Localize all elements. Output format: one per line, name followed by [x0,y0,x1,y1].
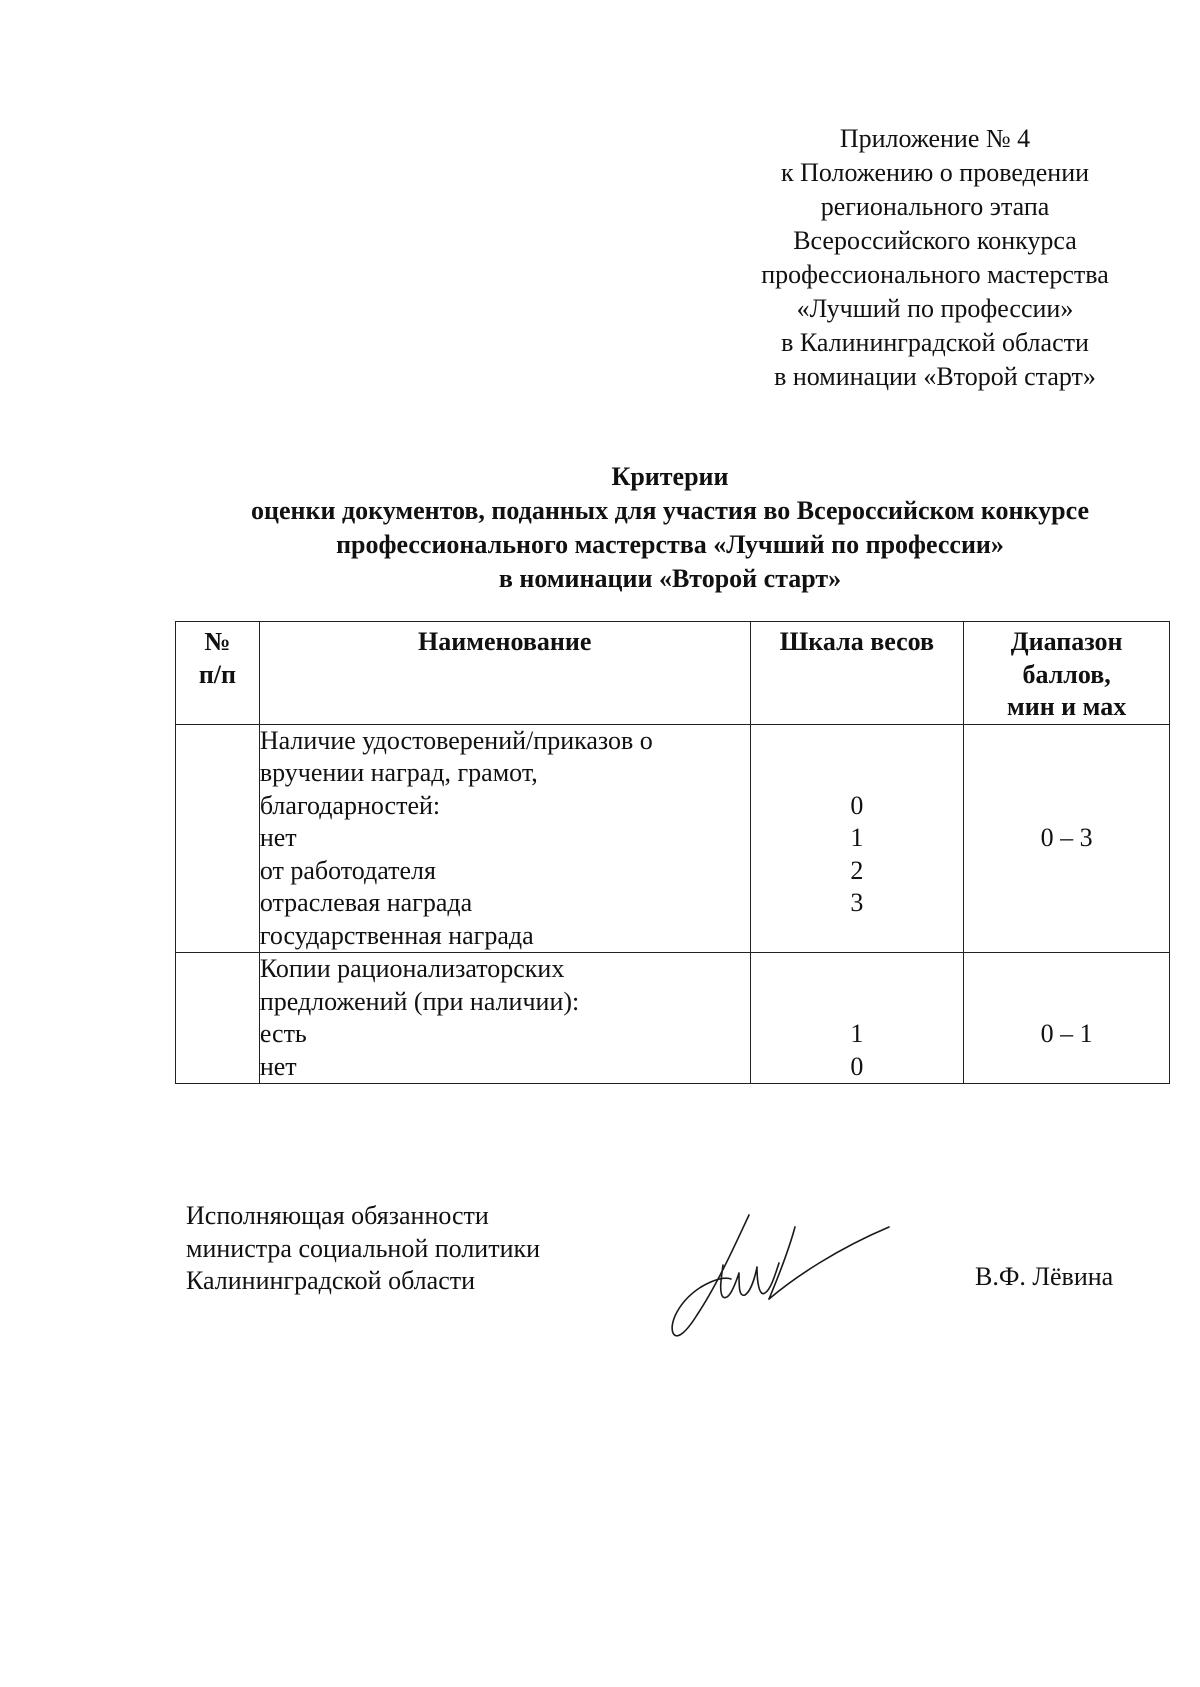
appendix-line: Всероссийского конкурса [793,226,1077,255]
title-line: оценки документов, поданных для участия во Всероссийском конкурсе [251,496,1089,525]
header-num: № п/п [176,622,260,725]
appendix-line: регионального этапа [820,192,1050,221]
document-title [160,460,1180,596]
row-weights: 0 1 2 3 [750,724,964,953]
row-range: 0 – 3 [964,724,1170,953]
table-header-row [176,622,1170,725]
header-name: Наименование [259,622,750,725]
title-line: профессионального мастерства «Лучший по профессии» [336,530,1004,559]
handwritten-signature-icon [665,1205,895,1345]
table-row [176,724,1170,953]
appendix-line: в номинации «Второй старт» [774,362,1096,391]
signatory-position: Исполняющая обязанности министра социальной политики Калининградской области [186,1201,541,1295]
signer-name: В.Ф. Лёвина [975,1262,1114,1291]
row-num [176,724,260,953]
appendix-header [700,122,1170,394]
appendix-line: в Калининградской области [781,328,1089,357]
appendix-line: к Положению о проведении [780,158,1090,187]
title-line: в номинации «Второй старт» [498,564,842,593]
row-weights: 1 0 [750,953,964,1084]
appendix-line: «Лучший по профессии» [796,294,1074,323]
row-name: Копии рационализаторских предложений (при наличии): есть нет [259,953,750,1084]
row-range: 0 – 1 [964,953,1170,1084]
row-name: Наличие удостоверений/приказов о вручении наград, грамот, благодарностей: нет от работодателя отраслевая награда государственная награда [259,724,750,953]
appendix-line: Приложение № 4 [839,124,1031,153]
header-range: Диапазон баллов, мин и мах [964,622,1170,725]
header-weights: Шкала весов [750,622,964,725]
title-line: Критерии [611,462,729,491]
row-num [176,953,260,1084]
table-row [176,953,1170,1084]
appendix-line: профессионального мастерства [761,260,1109,289]
criteria-table [175,621,1170,1084]
